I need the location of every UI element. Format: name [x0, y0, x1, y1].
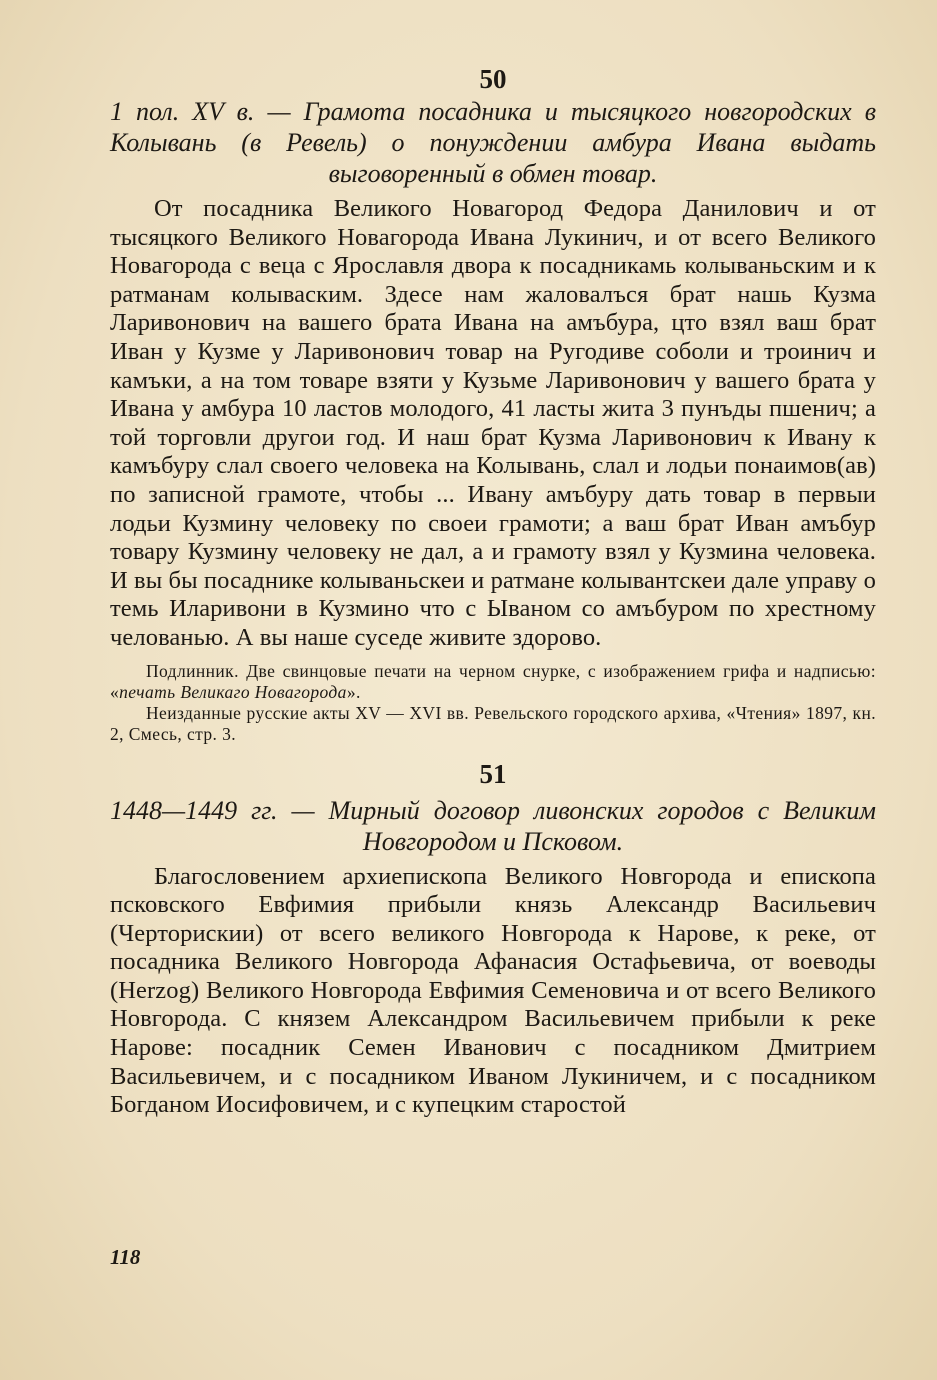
text-column	[110, 62, 876, 1120]
document-body: Благословением архиепископа Великого Новгорода и епископа псковского Евфимия прибыли князь Александр Васильевич (Черторискии) от всего великого Новгорода к Нарове, к реке, от посадника Великого Новгорода Афанасия Остафьевича, от воеводы (Herzog) Великого Новгорода Евфимия Семеновича и от всего Великого Новгорода. С князем Александром Васильевичем прибыли к реке Нарове: посадник Семен Иванович с посадником Дмитрием Васильевичем, и с посадником Иваном Лукиничем, и с посадником Богданом Иосифовичем, и с купецким старостой	[110, 862, 876, 1119]
source-citation-note: Неизданные русские акты XV — XVI вв. Ревельского городского архива, «Чтения» 1897, кн. 2, Смесь, стр. 3.	[110, 702, 876, 744]
document-heading: 1448—1449 гг. — Мирный договор ливонских городов с Великим Новгородом и Псковом.	[110, 795, 876, 856]
document-body: От посадника Великого Новагород Федора Данилович и от тысяцкого Великого Новагорода Ивана Лукинич, и от всего Великого Новагорода с веца с Ярославля двора к посадникамь колываньским и к ратманам колываским. Здесе нам жаловалъся брат нашь Кузма Ларивонович на вашего брата Ивана на амъбура, цто взял ваш брат Иван у Кузме у Ларивонович товар на Ругодиве соболи и троинич и камъки, а на том товаре взяти у Кузьме Ларивонович у вашего брата у Ивана у амбура 10 ластов молодого, 41 ласты жита 3 пунъды пшенич; а той торговли другои год. И наш брат Кузма Ларивонович к Ивану к камъбуру слал своего человека на Колывань, слал и лодьи понаимов(ав) по записной грамоте, чтобы ... Ивану амъбуру дать товар в первыи лодьи Кузмину человеку по своеи грамоти; а ваш брат Иван амъбур товару Кузмину человеку не дал, а и грамоту взял у Кузмина человека. И вы бы посаднике колываньскеи и ратмане колывантскеи дале управу о темь Иларивони в Кузмино что с Ываном со амъбуром по хрестному челованью. А вы наше суседе живите здорово.	[110, 195, 876, 651]
note-text-end: ».	[346, 681, 361, 702]
document-51	[110, 757, 876, 1120]
page-number: 118	[110, 1245, 141, 1269]
document-number: 50	[479, 64, 507, 94]
note-text: Подлинник. Две свинцовые печати на черном снурке, с изображением грифа и надписью: «	[110, 660, 876, 702]
seal-inscription: печать Великаго Новагорода	[119, 681, 347, 702]
document-heading: 1 пол. XV в. — Грамота посадника и тысяцкого новгородских в Колывань (в Ревель) о понуждении амбура Ивана выдать выговоренный в обмен товар.	[110, 97, 876, 188]
document-50	[110, 62, 876, 745]
document-number: 51	[479, 758, 507, 789]
original-description-note	[110, 661, 876, 703]
